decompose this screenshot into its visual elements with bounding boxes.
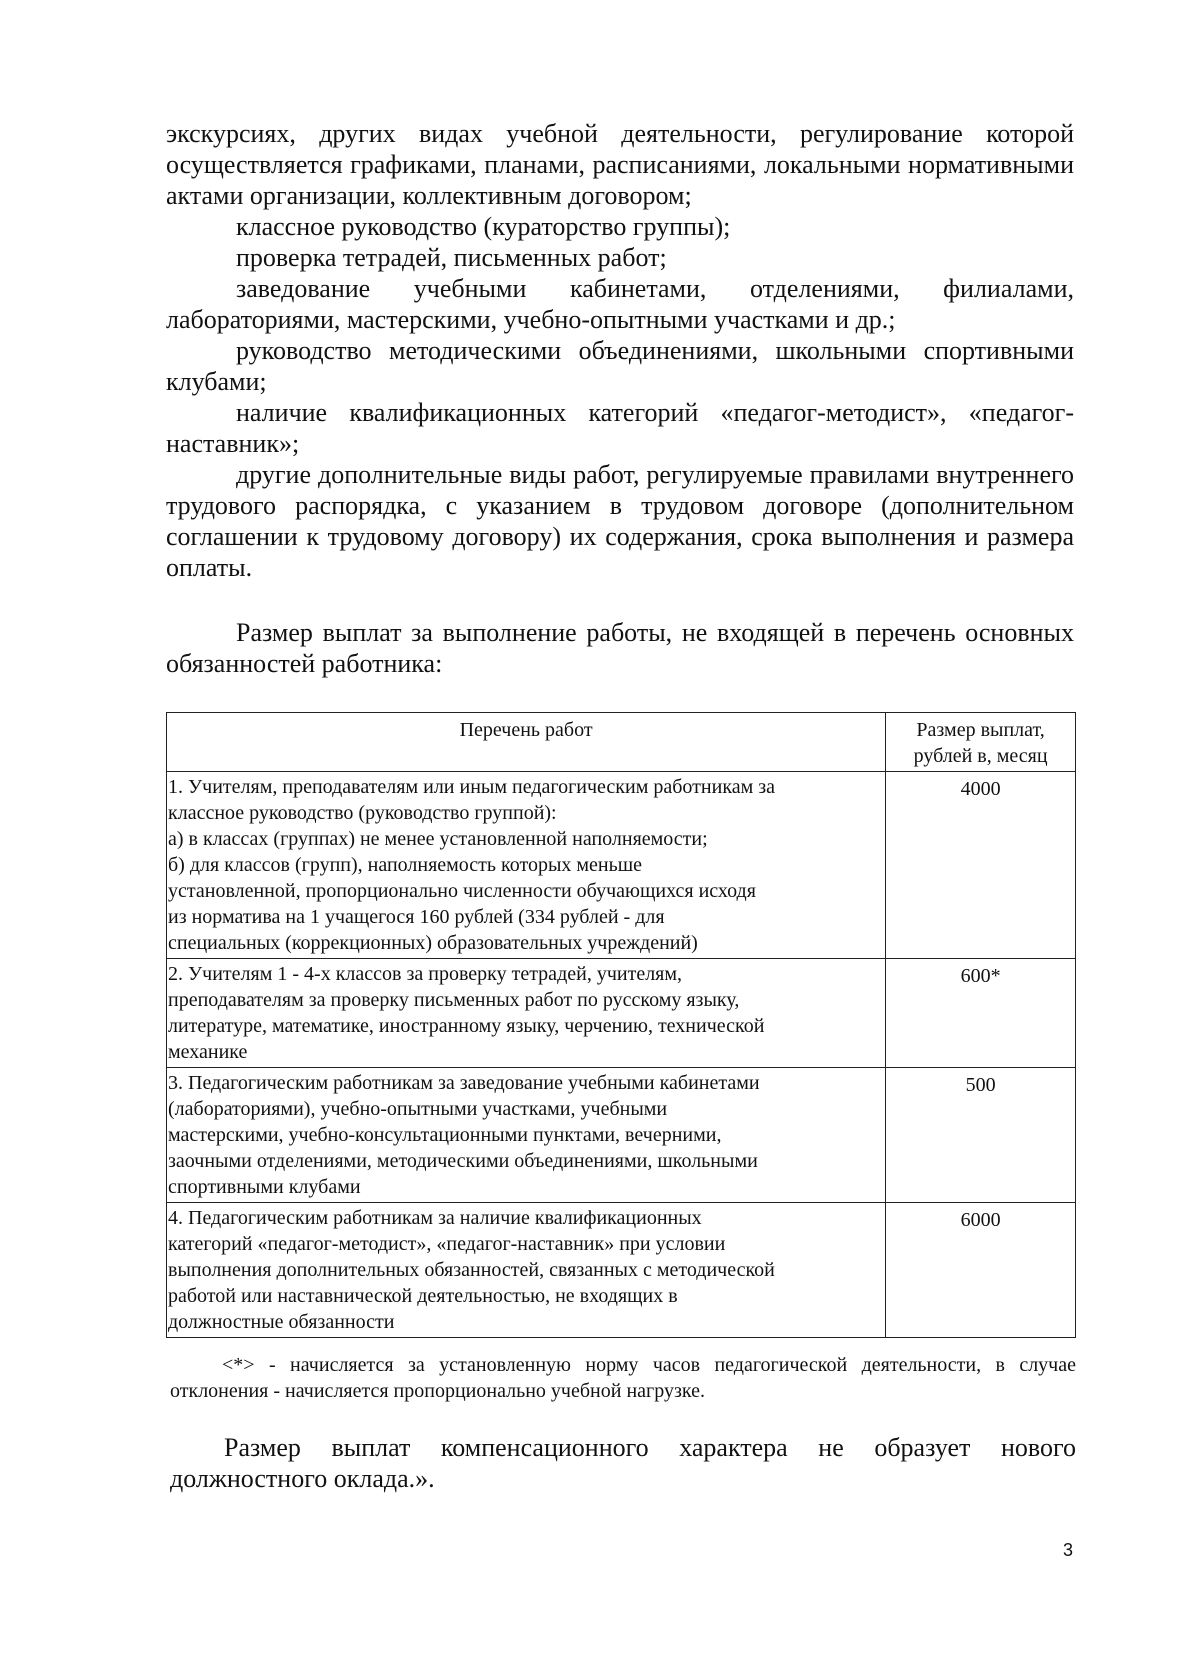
amount-cell: 6000 [886, 1203, 1076, 1338]
table-row [167, 1203, 1076, 1338]
table-row [167, 772, 1076, 959]
work-line: заочными отделениями, методическими объединениями, школьными [168, 1150, 758, 1172]
paragraph-checking-notebooks: проверка тетрадей, письменных работ; [236, 243, 667, 272]
work-line: литературе, математике, иностранному языку, черчению, технической [168, 1015, 765, 1037]
work-line: (лабораториями), учебно-опытными участками, учебными [168, 1098, 668, 1120]
footnote-text: <*> - начисляется за установленную норму часов педагогической деятельности, в случае отклонения - начисляется пропорционально учебной нагрузке. [170, 1354, 1076, 1402]
footnote [170, 1352, 1076, 1404]
work-line: категорий «педагог-методист», «педагог-наставник» при условии [168, 1233, 726, 1255]
work-line: механике [168, 1041, 248, 1063]
paragraph-class-guidance: классное руководство (кураторство группы); [236, 212, 731, 241]
paragraph-managing-rooms: заведование учебными кабинетами, отделениями, филиалами, лабораториями, мастерскими, учебно-опытными участками и др.; [166, 274, 1074, 334]
paragraph-methodical-associations: руководство методическими объединениями, школьными спортивными клубами; [166, 336, 1074, 396]
work-line: спортивными клубами [168, 1176, 361, 1198]
work-line: мастерскими, учебно-консультационными пунктами, вечерними, [168, 1124, 722, 1146]
work-line: преподавателям за проверку письменных работ по русскому языку, [168, 989, 740, 1011]
paragraph-other-work: другие дополнительные виды работ, регулируемые правилами внутреннего трудового распорядка, с указанием в трудовом договоре (дополнительном соглашении к трудовому договору) их содержания, срока выполнения и размера оплаты. [166, 460, 1074, 582]
work-line: 2. Учителям 1 - 4-х классов за проверку тетрадей, учителям, [168, 963, 683, 985]
work-line: установленной, пропорционально численности обучающихся исходя [168, 880, 756, 902]
work-line: работой или наставнической деятельностью, не входящих в [168, 1285, 678, 1307]
amount-cell: 500 [886, 1068, 1076, 1203]
payments-table [166, 712, 1076, 1338]
work-line: 3. Педагогическим работникам за заведование учебными кабинетами [168, 1072, 760, 1094]
work-cell [167, 1203, 886, 1338]
page-number: 3 [1063, 1540, 1074, 1560]
closing-paragraph [170, 1432, 1076, 1494]
amount-cell: 600* [886, 959, 1076, 1068]
table-row [167, 959, 1076, 1068]
header-amount [886, 713, 1076, 772]
work-cell [167, 772, 886, 959]
work-line: выполнения дополнительных обязанностей, связанных с методической [168, 1259, 775, 1281]
header-amount-line-1: Размер выплат, [916, 719, 1045, 741]
work-line: классное руководство (руководство группой): [168, 802, 557, 824]
paragraph-qualification-categories: наличие квалификационных категорий «педагог-методист», «педагог-наставник»; [166, 398, 1074, 458]
work-line: 4. Педагогическим работникам за наличие квалификационных [168, 1207, 702, 1229]
work-cell [167, 1068, 886, 1203]
payments-intro [166, 617, 1074, 679]
work-line: из норматива на 1 учащегося 160 рублей (334 рублей - для [168, 906, 665, 928]
duties-list [166, 118, 1074, 583]
work-line: должностные обязанности [168, 1311, 395, 1333]
table-header-row [167, 713, 1076, 772]
work-line: а) в классах (группах) не менее установленной наполняемости; [168, 828, 708, 850]
work-cell [167, 959, 886, 1068]
work-line: 1. Учителям, преподавателям или иным педагогическим работникам за [168, 776, 776, 798]
work-line: б) для классов (групп), наполняемость которых меньше [168, 854, 643, 876]
header-amount-line-2: рублей в, месяц [913, 745, 1048, 767]
closing-text: Размер выплат компенсационного характера не образует нового должностного оклада.». [170, 1433, 1076, 1493]
work-line: специальных (коррекционных) образовательных учреждений) [168, 932, 698, 954]
table-row [167, 1068, 1076, 1203]
paragraph-excursions: экскурсиях, других видах учебной деятельности, регулирование которой осуществляется графиками, планами, расписаниями, локальными нормативными актами организации, коллективным договором; [166, 119, 1074, 210]
payments-intro-text: Размер выплат за выполнение работы, не входящей в перечень основных обязанностей работника: [166, 618, 1074, 678]
header-work-list: Перечень работ [167, 713, 886, 772]
amount-cell: 4000 [886, 772, 1076, 959]
